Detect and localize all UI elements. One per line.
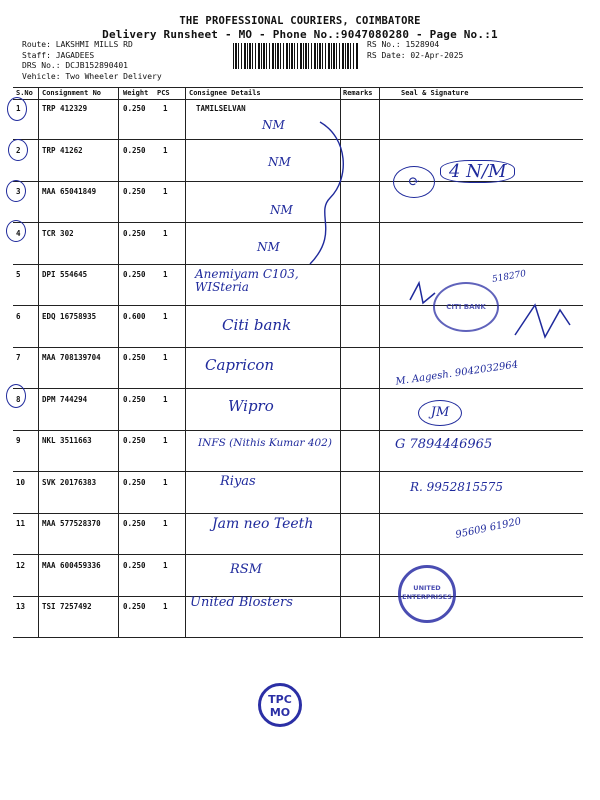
sig-row10: R. 9952815575 bbox=[410, 480, 504, 494]
row-weight: 0.250 bbox=[123, 187, 146, 196]
row-pcs: 1 bbox=[163, 145, 168, 155]
row-weight: 0.600 bbox=[123, 311, 146, 321]
row-consignment: MAA 708139704 bbox=[42, 353, 101, 362]
row-sno: 2 bbox=[16, 145, 21, 155]
row-weight: 0.250 bbox=[123, 145, 146, 155]
hw-consignee-9: INFS (Nithis Kumar 402) bbox=[198, 437, 332, 449]
ring-4 bbox=[6, 220, 26, 242]
row-consignment: SVK 20176383 bbox=[42, 477, 97, 487]
row-pcs: 1 bbox=[163, 228, 168, 238]
row-sno: 5 bbox=[16, 270, 21, 279]
ring-2 bbox=[8, 139, 28, 161]
tpc-stamp bbox=[258, 683, 302, 727]
row-consignment: TRP 412329 bbox=[42, 104, 88, 113]
tpc-stamp-line2: MO bbox=[269, 706, 291, 719]
staff: Staff: JAGADEES bbox=[22, 50, 95, 60]
table-row bbox=[13, 223, 583, 265]
hw-consignee-5: Anemiyam C103, WISteria bbox=[195, 267, 299, 294]
citi-stamp: CITI BANK bbox=[433, 282, 499, 332]
row-pcs: 1 bbox=[163, 394, 168, 404]
col-seal: Seal & Signature bbox=[401, 89, 469, 97]
barcode bbox=[233, 43, 359, 69]
row-pcs: 1 bbox=[163, 104, 168, 113]
hw-consignee-2: NM bbox=[268, 155, 291, 169]
sig-row8: JM bbox=[418, 400, 462, 426]
row-weight: 0.250 bbox=[123, 104, 146, 113]
row-consignment: TCR 302 bbox=[42, 228, 74, 238]
sig-row9: G 7894446965 bbox=[395, 437, 493, 452]
col-remarks: Remarks bbox=[343, 89, 373, 97]
ring-3 bbox=[6, 180, 26, 202]
sig-row3: 4 N/M bbox=[440, 160, 515, 183]
row-sno: 6 bbox=[16, 311, 21, 321]
col-weight: Weight bbox=[123, 89, 149, 97]
hw-consignee-6: Citi bank bbox=[222, 316, 292, 334]
ring-8 bbox=[6, 384, 26, 408]
hw-consignee-4: NM bbox=[257, 240, 280, 254]
row-sno: 13 bbox=[16, 602, 26, 611]
row-weight: 0.250 bbox=[123, 560, 146, 570]
row-weight: 0.250 bbox=[123, 477, 146, 487]
hw-consignee-1: NM bbox=[262, 118, 285, 132]
company-title: THE PROFESSIONAL COURIERS, COIMBATORE bbox=[179, 15, 421, 27]
row-consignment: TRP 41262 bbox=[42, 145, 83, 155]
row-pcs: 1 bbox=[163, 477, 168, 487]
row-pcs: 1 bbox=[163, 560, 168, 570]
tpc-stamp-line1: TPC bbox=[268, 693, 292, 706]
row-weight: 0.250 bbox=[123, 270, 146, 279]
table-row bbox=[13, 181, 583, 223]
hw-consignee-3: NM bbox=[270, 203, 293, 217]
hw-consignee-7: Capricon bbox=[205, 356, 275, 374]
row-weight: 0.250 bbox=[123, 519, 146, 528]
row-pcs: 1 bbox=[163, 519, 168, 528]
hw-consignee-10: Riyas bbox=[220, 474, 256, 489]
row-sno: 4 bbox=[16, 228, 21, 238]
col-sno: S.No bbox=[16, 89, 33, 97]
runsheet-subtitle: Delivery Runsheet - MO - Phone No.:9047080280 - Page No.:1 bbox=[102, 28, 498, 41]
meta-right bbox=[367, 40, 463, 61]
sig-row7: M. Aagesh. 9042032964 bbox=[394, 359, 519, 388]
drs-number: DRS No.: DCJB152890401 bbox=[22, 61, 128, 70]
row-sno: 1 bbox=[16, 104, 21, 113]
row-weight: 0.250 bbox=[123, 394, 146, 404]
vehicle: Vehicle: Two Wheeler Delivery bbox=[22, 71, 162, 81]
row-consignment: DPM 744294 bbox=[42, 394, 88, 404]
col-pcs: PCS bbox=[157, 89, 170, 97]
table-row bbox=[13, 389, 583, 431]
row-sno: 9 bbox=[16, 436, 21, 445]
table-row bbox=[13, 555, 583, 597]
row-pcs: 1 bbox=[163, 353, 168, 362]
row-consignment: MAA 600459336 bbox=[42, 560, 101, 570]
sig-row5: 518270 bbox=[491, 269, 527, 285]
rs-number: RS No.: 1528904 bbox=[367, 40, 440, 49]
row-sno: 7 bbox=[16, 353, 21, 362]
sig-circle-a: ⟳ bbox=[393, 166, 435, 198]
meta-left bbox=[22, 40, 162, 82]
route: Route: LAKSHMI MILLS RD bbox=[22, 40, 133, 49]
row-consignee: TAMILSELVAN bbox=[196, 104, 246, 113]
row-pcs: 1 bbox=[163, 311, 168, 321]
row-sno: 3 bbox=[16, 187, 21, 196]
row-weight: 0.250 bbox=[123, 353, 146, 362]
row-pcs: 1 bbox=[163, 602, 168, 611]
row-sno: 12 bbox=[16, 560, 26, 570]
hw-consignee-12: RSM bbox=[230, 562, 263, 577]
rs-date: RS Date: 02-Apr-2025 bbox=[367, 50, 464, 60]
sig-row11: 95609 61920 bbox=[454, 516, 523, 541]
row-weight: 0.250 bbox=[123, 228, 146, 238]
row-consignment: MAA 65041849 bbox=[42, 187, 97, 196]
hw-consignee-11: Jam neo Teeth bbox=[212, 516, 314, 532]
row-consignment: NKL 3511663 bbox=[42, 436, 92, 445]
row-pcs: 1 bbox=[163, 436, 168, 445]
row-sno: 10 bbox=[16, 477, 26, 487]
row-sno: 11 bbox=[16, 519, 26, 528]
brace-mark bbox=[300, 118, 360, 268]
row-sno: 8 bbox=[16, 394, 21, 404]
col-consignment: Consignment No bbox=[42, 89, 102, 97]
row-consignment: TSI 7257492 bbox=[42, 602, 92, 611]
row-consignment: DPI 554645 bbox=[42, 270, 88, 279]
hw-consignee-13: United Blosters bbox=[190, 595, 293, 610]
row-weight: 0.250 bbox=[123, 436, 146, 445]
table-row bbox=[13, 98, 583, 140]
row-consignment: EDQ 16758935 bbox=[42, 311, 97, 321]
row-consignment: MAA 577528370 bbox=[42, 519, 101, 528]
ring-1 bbox=[7, 97, 27, 121]
row-pcs: 1 bbox=[163, 187, 168, 196]
row-weight: 0.250 bbox=[123, 602, 146, 611]
enterprises-stamp: UNITED ENTERPRISES bbox=[398, 565, 456, 623]
row-pcs: 1 bbox=[163, 270, 168, 279]
hw-consignee-8: Wipro bbox=[228, 397, 274, 415]
col-consignee: Consignee Details bbox=[189, 89, 261, 97]
